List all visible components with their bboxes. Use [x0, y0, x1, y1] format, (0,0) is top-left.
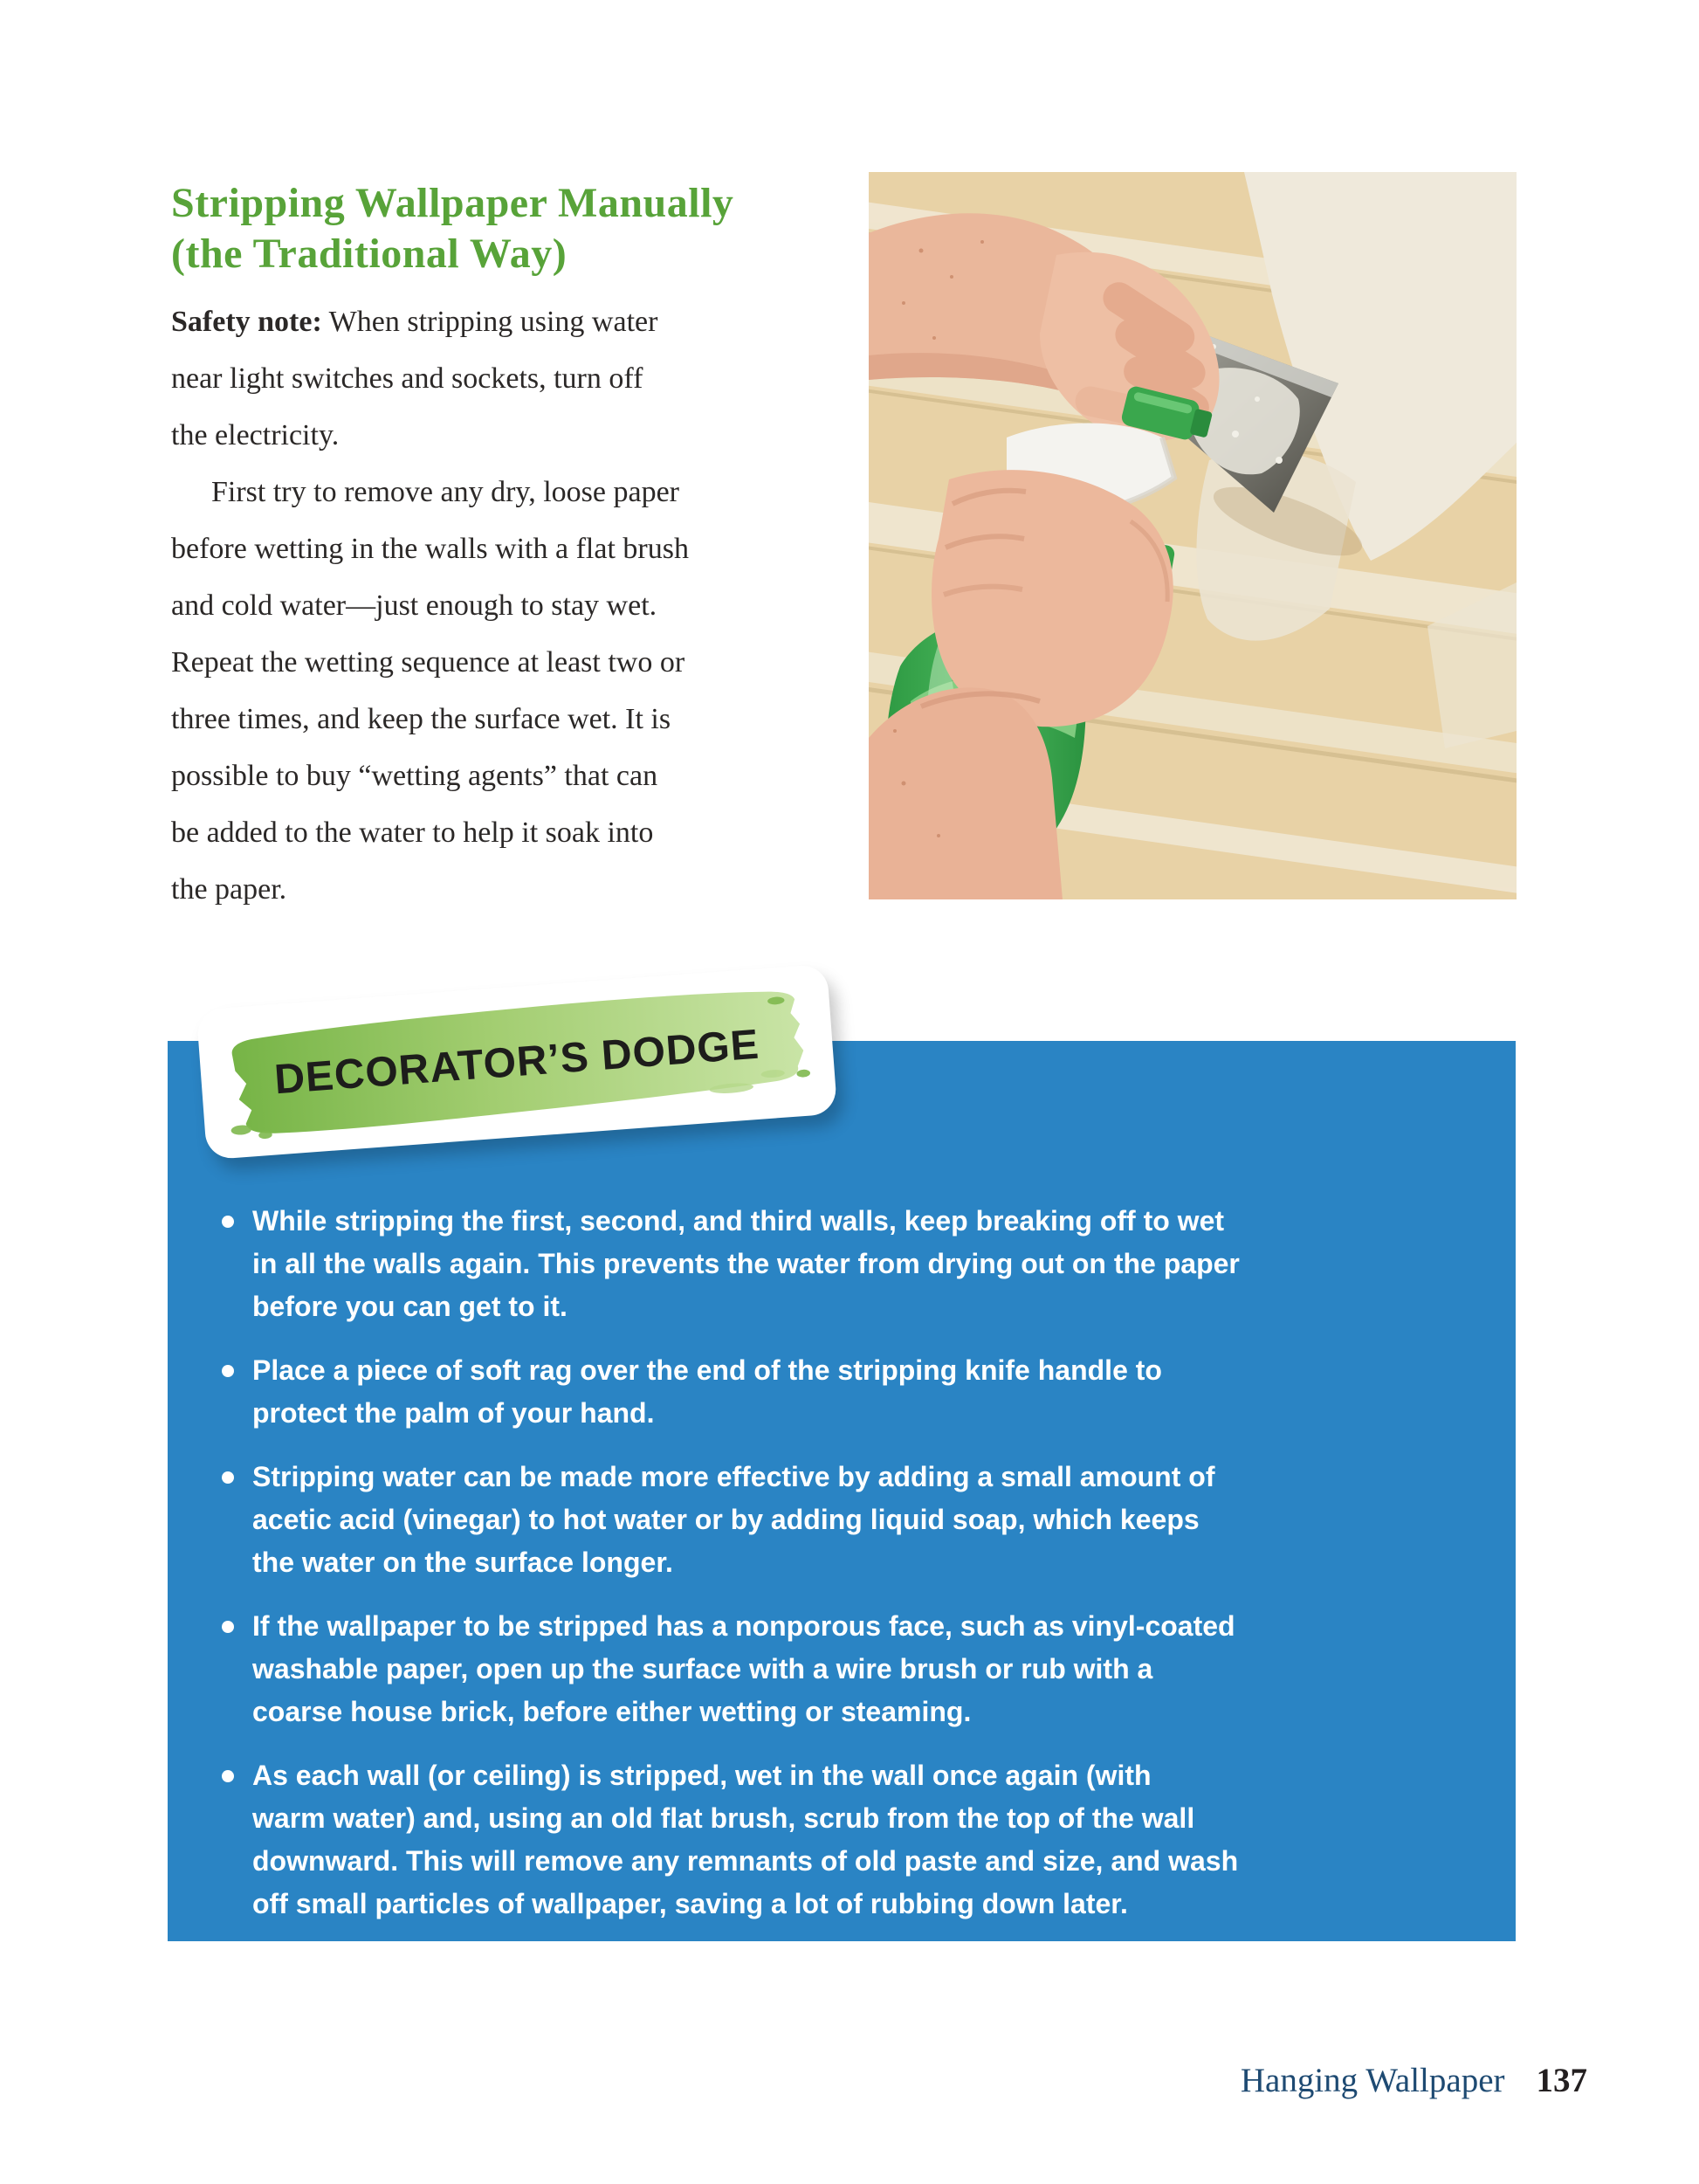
list-item — [222, 1200, 1481, 1328]
body-line: the paper. — [171, 873, 287, 906]
body-line: the electricity. — [171, 419, 340, 451]
callout-bullet-list — [222, 1200, 1481, 1946]
body-line — [171, 293, 689, 350]
list-item — [222, 1456, 1481, 1584]
list-item — [222, 1754, 1481, 1926]
body-line-text: When stripping using water — [321, 306, 658, 338]
page-footer — [1241, 2061, 1587, 2100]
body-line: three times, and keep the surface wet. It is — [171, 703, 671, 735]
decorators-dodge-banner — [196, 964, 838, 1161]
article-body — [171, 293, 689, 918]
body-line: near light switches and sockets, turn off — [171, 362, 643, 395]
page-title-line2: (the Traditional Way) — [171, 231, 567, 277]
bullet-text: Place a piece of soft rag over the end of the stripping knife handle to protect the palm of your hand. — [252, 1354, 1162, 1429]
banner-label: DECORATOR’S DODGE — [272, 1021, 761, 1103]
body-line: and cold water—just enough to stay wet. — [171, 589, 657, 622]
bullet-dot-icon — [222, 1471, 234, 1484]
safety-note-label: Safety note: — [171, 306, 322, 338]
wallpaper-stripping-illustration — [869, 172, 1517, 899]
page-title-line1: Stripping Wallpaper Manually — [171, 180, 734, 226]
wallpaper-stripping-photo — [869, 172, 1517, 899]
bullet-dot-icon — [222, 1365, 234, 1377]
bullet-dot-icon — [222, 1770, 234, 1782]
bullet-text: If the wallpaper to be stripped has a nonporous face, such as vinyl-coated washable paper, open up the surface with a wire brush or rub with a coarse house brick, before either wetting or steaming. — [252, 1610, 1235, 1727]
body-line: before wetting in the walls with a flat brush — [171, 533, 689, 565]
body-line: Repeat the wetting sequence at least two or — [171, 646, 685, 679]
bullet-text: Stripping water can be made more effective by adding a small amount of acetic acid (vinegar) to hot water or by adding liquid soap, which keeps the water on the surface longer. — [252, 1461, 1215, 1578]
list-item — [222, 1605, 1481, 1733]
list-item — [222, 1349, 1481, 1435]
footer-page-number: 137 — [1536, 2062, 1587, 2099]
decorators-dodge-box — [168, 1021, 1516, 1941]
footer-section-title: Hanging Wallpaper — [1240, 2062, 1505, 2099]
body-line: be added to the water to help it soak into — [171, 816, 654, 849]
bullet-dot-icon — [222, 1621, 234, 1633]
page-title — [171, 178, 733, 279]
body-line: First try to remove any dry, loose paper — [211, 476, 679, 508]
body-line: possible to buy “wetting agents” that can — [171, 760, 658, 792]
bullet-text: While stripping the first, second, and third walls, keep breaking off to wet in all the walls again. This prevents the water from drying out on the paper before you can get to it. — [252, 1205, 1240, 1322]
bullet-dot-icon — [222, 1216, 234, 1228]
bullet-text: As each wall (or ceiling) is stripped, wet in the wall once again (with warm water) and, using an old flat brush, scrub from the top of the wall downward. This will remove any remnants of old paste and size, and wash off small particles of wallpaper, saving a lot of rubbing down later. — [252, 1760, 1239, 1919]
